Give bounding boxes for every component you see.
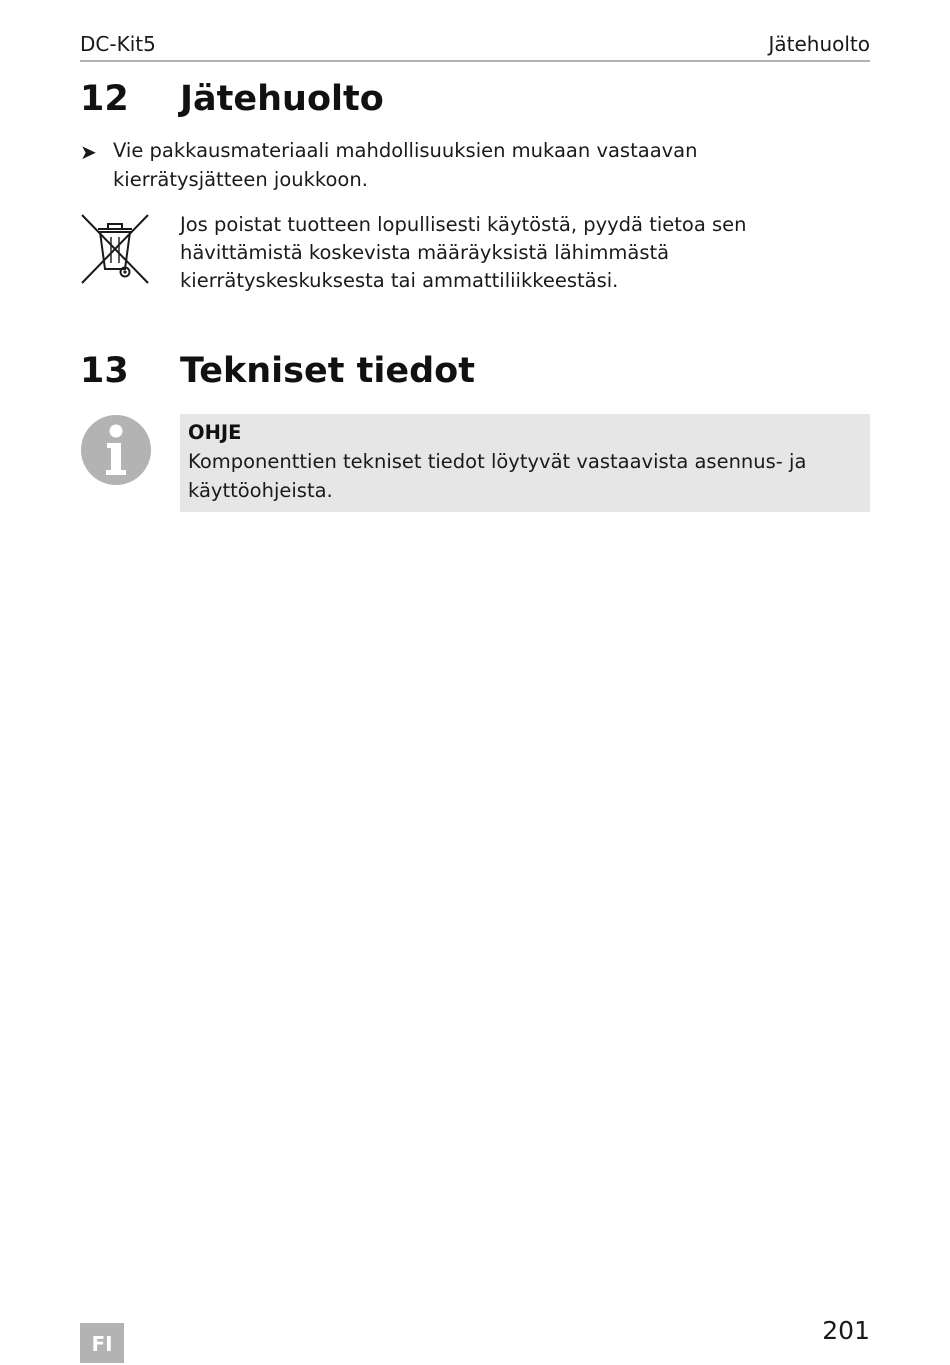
header-chapter-title: Jätehuolto xyxy=(768,32,870,56)
crossed-out-wheelie-bin-icon xyxy=(80,213,150,285)
section-13-title: Tekniset tiedot xyxy=(180,351,475,391)
note-box xyxy=(180,414,870,512)
info-icon xyxy=(80,414,152,486)
section-13-number: 13 xyxy=(80,351,129,391)
page-number: 201 xyxy=(822,1316,870,1345)
note-title: OHJE xyxy=(188,421,242,444)
language-badge: FI xyxy=(80,1323,124,1363)
section-12-number: 12 xyxy=(80,79,129,119)
packaging-instruction: Vie pakkausmateriaali mahdollisuuksien mukaan vastaavan kierrätysjätteen joukkoon. xyxy=(113,139,698,191)
arrow-bullet-icon: ➤ xyxy=(80,140,97,164)
note-text: Komponenttien tekniset tiedot löytyvät vastaavista asennus- ja käyttöohjeista. xyxy=(188,450,807,502)
disposal-instruction: Jos poistat tuotteen lopullisesti käytöstä, pyydä tietoa sen hävittämistä koskevista määräyksistä lähimmästä kierrätyskeskuksesta tai ammattiliikkeestäsi. xyxy=(180,213,747,292)
header-divider xyxy=(80,60,870,62)
section-12-title: Jätehuolto xyxy=(180,79,384,119)
header-product-name: DC-Kit5 xyxy=(80,32,156,56)
